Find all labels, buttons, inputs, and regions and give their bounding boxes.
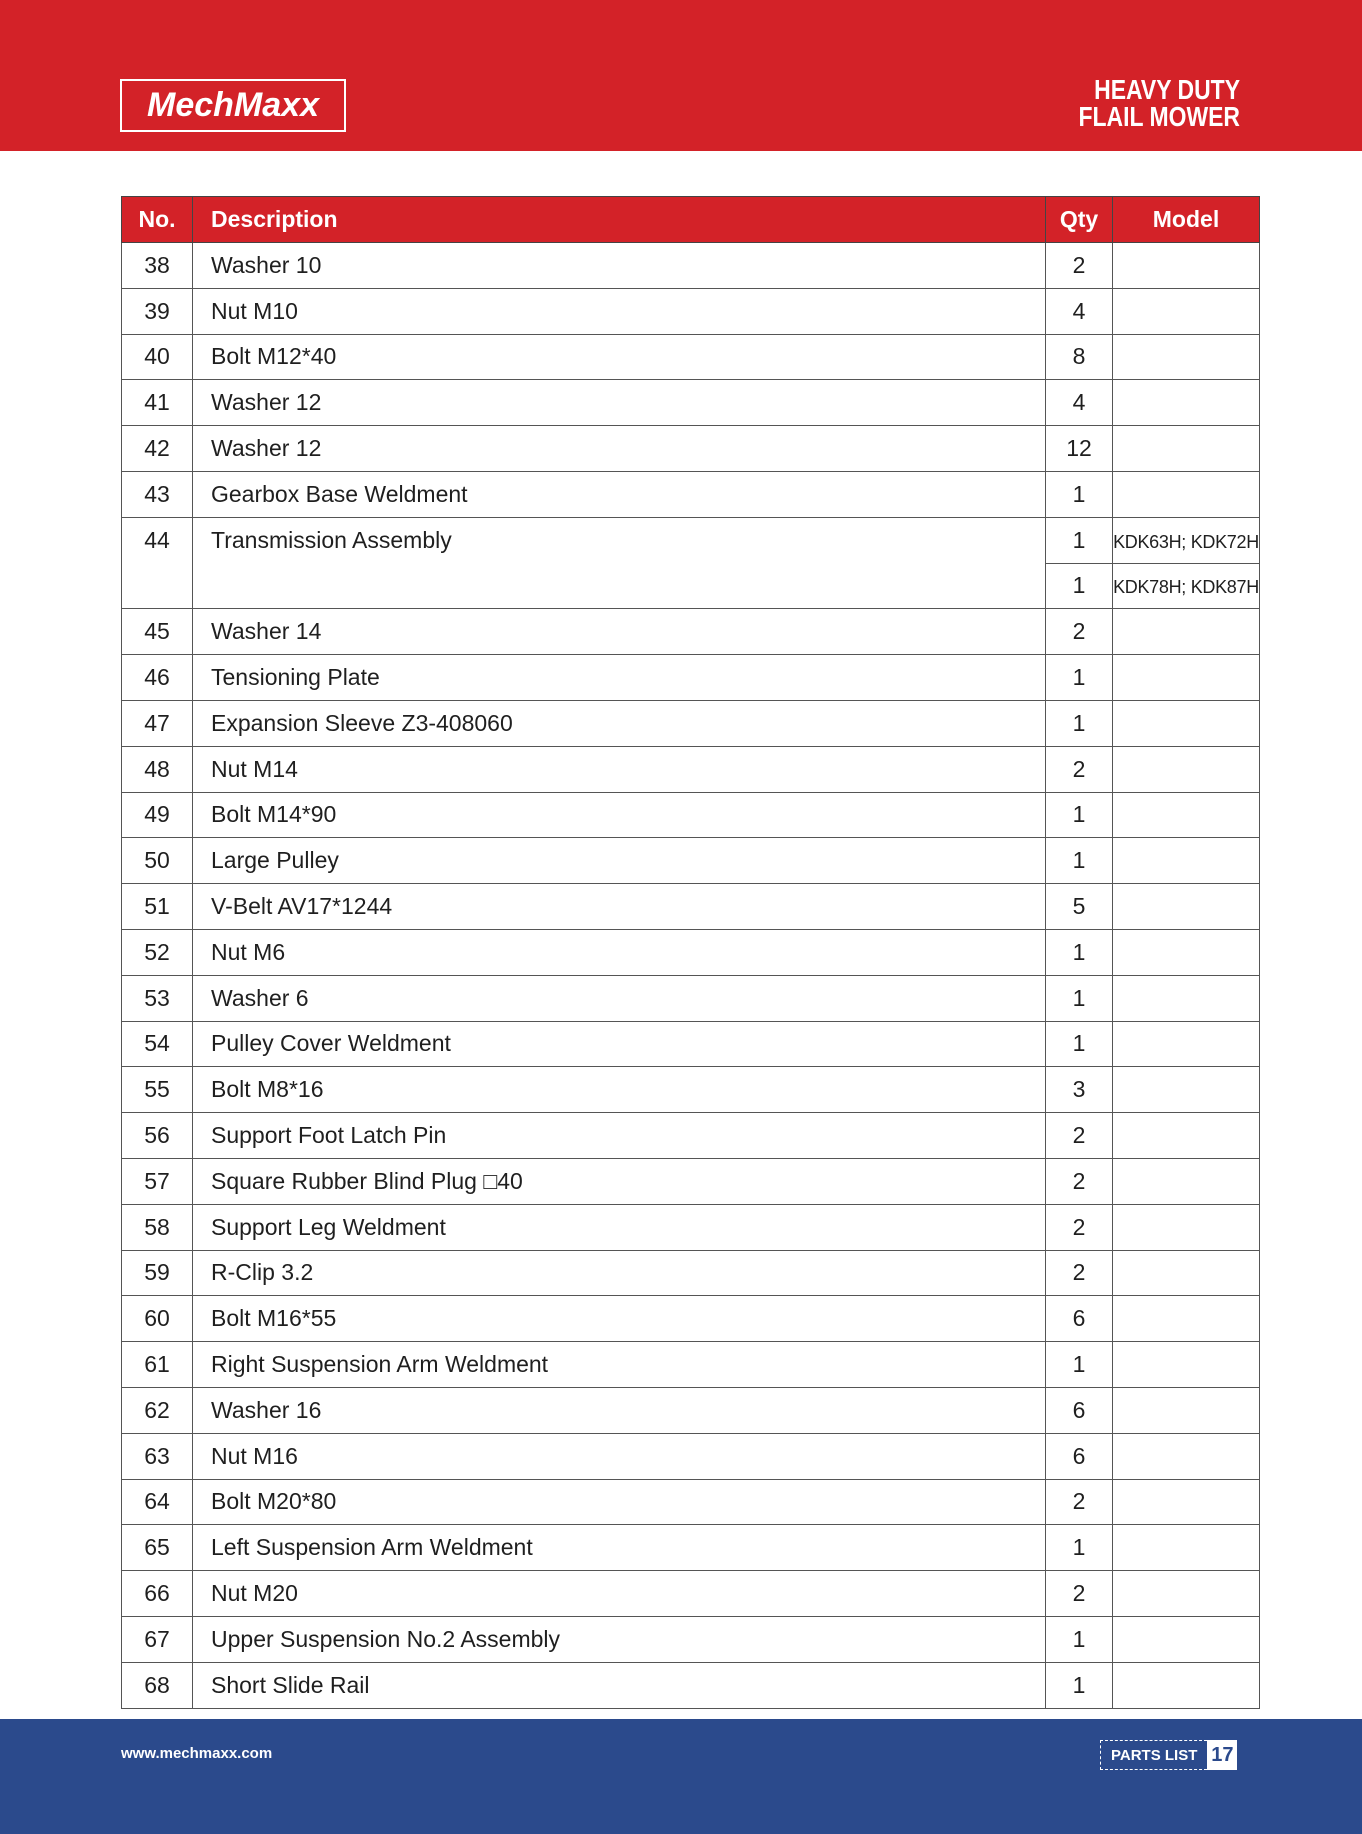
model-text: KDK63H; KDK72H [1113,531,1259,552]
cell-description: Pulley Cover Weldment [193,1021,1046,1067]
table-row [122,1571,1260,1617]
cell-qty: 4 [1046,288,1113,334]
cell-model [1113,563,1260,609]
cell-qty: 1 [1046,1342,1113,1388]
cell-qty: 1 [1046,838,1113,884]
cell-model [1113,1296,1260,1342]
table-row [122,975,1260,1021]
cell-no: 49 [122,792,193,838]
cell-model [1113,609,1260,655]
cell-description: Nut M14 [193,746,1046,792]
cell-description: Support Foot Latch Pin [193,1113,1046,1159]
cell-model [1113,1525,1260,1571]
cell-no: 51 [122,884,193,930]
cell-model [1113,975,1260,1021]
cell-no: 56 [122,1113,193,1159]
cell-model [1113,700,1260,746]
cell-no: 60 [122,1296,193,1342]
cell-no: 53 [122,975,193,1021]
cell-no: 65 [122,1525,193,1571]
cell-qty: 2 [1046,1571,1113,1617]
cell-no: 61 [122,1342,193,1388]
table-row [122,1204,1260,1250]
cell-model [1113,1387,1260,1433]
cell-no: 44 [122,517,193,609]
table-row [122,288,1260,334]
cell-no: 63 [122,1433,193,1479]
table-row [122,1250,1260,1296]
cell-description: Square Rubber Blind Plug □40 [193,1158,1046,1204]
cell-model [1113,1250,1260,1296]
table-row [122,884,1260,930]
title-line-1: HEAVY DUTY [1094,74,1240,105]
table-row [122,1616,1260,1662]
table-row [122,471,1260,517]
table-row [122,1158,1260,1204]
column-header-model: Model [1113,197,1260,243]
cell-qty: 1 [1046,517,1113,563]
cell-description: Washer 6 [193,975,1046,1021]
cell-model [1113,1158,1260,1204]
cell-model [1113,1433,1260,1479]
website-url: www.mechmaxx.com [121,1745,273,1762]
cell-model [1113,929,1260,975]
table-row [122,1662,1260,1708]
cell-model [1113,1479,1260,1525]
cell-model [1113,838,1260,884]
cell-model [1113,426,1260,472]
cell-qty: 1 [1046,471,1113,517]
cell-no: 67 [122,1616,193,1662]
cell-no: 45 [122,609,193,655]
cell-description: R-Clip 3.2 [193,1250,1046,1296]
cell-description: Bolt M20*80 [193,1479,1046,1525]
table-body [122,243,1260,1709]
column-header-description: Description [193,197,1046,243]
table-row [122,1433,1260,1479]
cell-model [1113,334,1260,380]
cell-model [1113,288,1260,334]
cell-description: Support Leg Weldment [193,1204,1046,1250]
cell-description: Large Pulley [193,838,1046,884]
cell-qty: 2 [1046,1158,1113,1204]
cell-qty: 3 [1046,1067,1113,1113]
cell-description: Upper Suspension No.2 Assembly [193,1616,1046,1662]
section-indicator [1100,1740,1237,1770]
cell-no: 52 [122,929,193,975]
cell-no: 68 [122,1662,193,1708]
cell-qty: 2 [1046,1250,1113,1296]
cell-qty: 6 [1046,1433,1113,1479]
cell-description: Nut M20 [193,1571,1046,1617]
cell-description: Washer 12 [193,426,1046,472]
cell-description: Tensioning Plate [193,655,1046,701]
cell-qty: 2 [1046,1113,1113,1159]
cell-description: Bolt M12*40 [193,334,1046,380]
model-text: KDK78H; KDK87H [1113,577,1259,598]
cell-no: 58 [122,1204,193,1250]
cell-model [1113,471,1260,517]
cell-description: Expansion Sleeve Z3-408060 [193,700,1046,746]
cell-no: 62 [122,1387,193,1433]
table-row [122,838,1260,884]
cell-no: 64 [122,1479,193,1525]
cell-no: 47 [122,700,193,746]
cell-qty: 1 [1046,655,1113,701]
cell-qty: 8 [1046,334,1113,380]
table-row [122,1296,1260,1342]
cell-qty: 1 [1046,929,1113,975]
section-label: PARTS LIST [1100,1740,1207,1770]
cell-description: V-Belt AV17*1244 [193,884,1046,930]
cell-description: Washer 14 [193,609,1046,655]
cell-no: 50 [122,838,193,884]
table-row [122,609,1260,655]
cell-model [1113,380,1260,426]
cell-qty: 1 [1046,792,1113,838]
column-header-no: No. [122,197,193,243]
cell-description: Bolt M14*90 [193,792,1046,838]
cell-no: 39 [122,288,193,334]
cell-model [1113,1342,1260,1388]
table-row [122,929,1260,975]
cell-qty: 1 [1046,1616,1113,1662]
cell-description: Washer 16 [193,1387,1046,1433]
cell-qty: 2 [1046,243,1113,289]
cell-model [1113,243,1260,289]
table-row [122,517,1260,563]
cell-model [1113,792,1260,838]
cell-description: Left Suspension Arm Weldment [193,1525,1046,1571]
cell-description: Washer 12 [193,380,1046,426]
cell-qty: 4 [1046,380,1113,426]
cell-qty: 2 [1046,1479,1113,1525]
cell-description: Nut M6 [193,929,1046,975]
cell-description: Nut M16 [193,1433,1046,1479]
table-row [122,655,1260,701]
cell-model [1113,1616,1260,1662]
cell-no: 46 [122,655,193,701]
table-row [122,1387,1260,1433]
brand-logo: MechMaxx [120,79,346,132]
cell-description: Bolt M16*55 [193,1296,1046,1342]
cell-model [1113,1067,1260,1113]
parts-table [121,196,1260,1709]
cell-no: 42 [122,426,193,472]
table-row [122,380,1260,426]
page-footer [0,1719,1362,1834]
table-row [122,700,1260,746]
table-row [122,1113,1260,1159]
table-row [122,243,1260,289]
cell-qty: 5 [1046,884,1113,930]
cell-qty: 1 [1046,1525,1113,1571]
page-number: 17 [1207,1740,1237,1770]
cell-qty: 1 [1046,1021,1113,1067]
table-row [122,746,1260,792]
cell-no: 59 [122,1250,193,1296]
table-row [122,1021,1260,1067]
table-header-row [122,197,1260,243]
table-row [122,426,1260,472]
table-row [122,334,1260,380]
table-row [122,1067,1260,1113]
cell-qty: 2 [1046,1204,1113,1250]
cell-description: Nut M10 [193,288,1046,334]
cell-no: 40 [122,334,193,380]
table-row [122,792,1260,838]
cell-no: 54 [122,1021,193,1067]
table-row [122,1479,1260,1525]
table-row [122,1342,1260,1388]
cell-model [1113,655,1260,701]
cell-no: 43 [122,471,193,517]
cell-model [1113,1662,1260,1708]
cell-no: 41 [122,380,193,426]
cell-description: Washer 10 [193,243,1046,289]
cell-no: 66 [122,1571,193,1617]
cell-model [1113,1571,1260,1617]
cell-qty: 1 [1046,1662,1113,1708]
cell-model [1113,1021,1260,1067]
cell-qty: 1 [1046,975,1113,1021]
cell-description: Transmission Assembly [193,517,1046,609]
cell-qty: 2 [1046,746,1113,792]
cell-model [1113,746,1260,792]
document-title [1078,76,1240,130]
cell-no: 38 [122,243,193,289]
cell-qty: 12 [1046,426,1113,472]
table-row [122,1525,1260,1571]
title-line-2: FLAIL MOWER [1078,101,1240,132]
cell-qty: 6 [1046,1296,1113,1342]
cell-qty: 1 [1046,563,1113,609]
cell-model [1113,1204,1260,1250]
cell-no: 48 [122,746,193,792]
cell-qty: 6 [1046,1387,1113,1433]
cell-model [1113,517,1260,563]
cell-model [1113,884,1260,930]
cell-no: 55 [122,1067,193,1113]
cell-model [1113,1113,1260,1159]
cell-qty: 1 [1046,700,1113,746]
cell-description: Right Suspension Arm Weldment [193,1342,1046,1388]
page-header [0,0,1362,151]
cell-description: Short Slide Rail [193,1662,1046,1708]
cell-no: 57 [122,1158,193,1204]
column-header-qty: Qty [1046,197,1113,243]
cell-qty: 2 [1046,609,1113,655]
cell-description: Gearbox Base Weldment [193,471,1046,517]
cell-description: Bolt M8*16 [193,1067,1046,1113]
